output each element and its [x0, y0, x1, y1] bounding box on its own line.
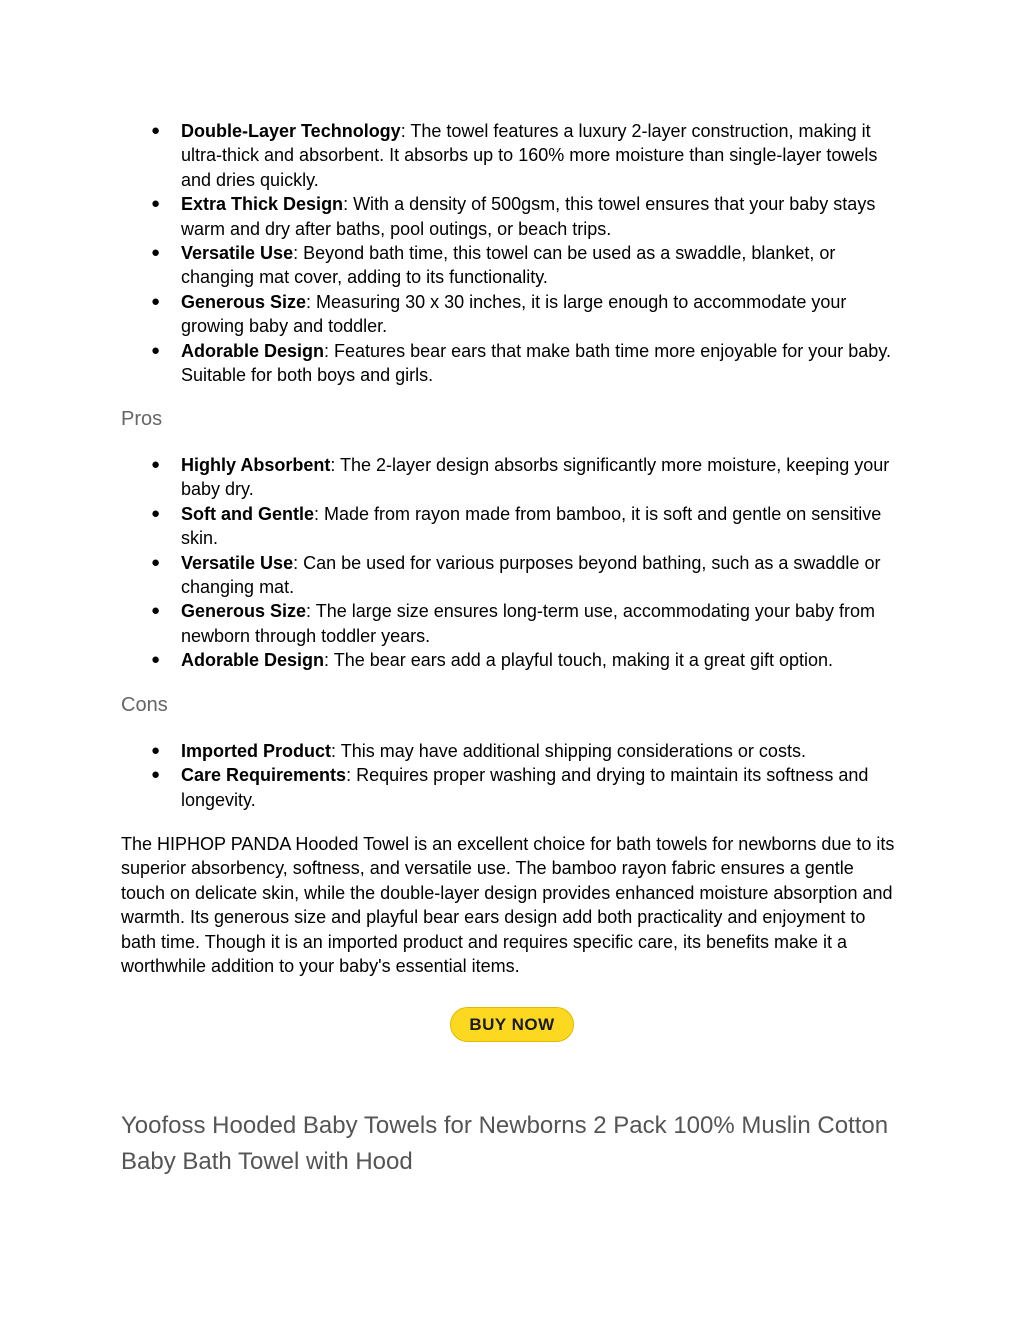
- feature-text: : Measuring 30 x 30 inches, it is large enough to accommodate your growing baby and toddler.: [181, 291, 847, 337]
- list-item: [121, 502, 901, 551]
- list-item: [121, 648, 901, 672]
- list-item: [121, 192, 901, 241]
- summary-paragraph: The HIPHOP PANDA Hooded Towel is an excellent choice for bath towels for newborns due to its superior absorbency, softness, and versatile use. The bamboo rayon fabric ensures a gentle touch on delicate skin, while the double-layer design provides enhanced moisture absorption and warmth. Its generous size and playful bear ears design add both practicality and enjoyment to bath time. Though it is an imported product and requires specific care, its benefits make it a worthwhile addition to your baby's essential items.: [121, 834, 895, 977]
- features-list: [121, 119, 901, 387]
- feature-term: Generous Size: [181, 291, 307, 312]
- pro-term: Versatile Use: [181, 552, 294, 573]
- feature-text: : The towel features a luxury 2-layer construction, making it ultra-thick and absorbent. It absorbs up to 160% more moisture than single-layer towels and dries quickly.: [181, 121, 878, 190]
- feature-term: Versatile Use: [181, 243, 294, 264]
- con-text: : Requires proper washing and drying to maintain its softness and longevity.: [181, 765, 869, 810]
- pro-term: Generous Size: [181, 601, 307, 622]
- list-item: [121, 739, 901, 763]
- pro-text: : The 2-layer design absorbs significantly more moisture, keeping your baby dry.: [181, 455, 890, 500]
- con-term: Imported Product: [181, 741, 332, 761]
- pros-heading: Pros: [121, 408, 163, 430]
- bullet-icon: ●: [151, 292, 161, 310]
- bullet-icon: ●: [151, 341, 161, 359]
- bullet-icon: ●: [151, 742, 161, 759]
- bullet-icon: ●: [151, 504, 161, 522]
- pros-list: [121, 453, 901, 673]
- pro-term: Adorable Design: [181, 650, 325, 671]
- bullet-icon: ●: [151, 602, 161, 620]
- feature-term: Double-Layer Technology: [181, 121, 401, 141]
- bullet-icon: ●: [151, 122, 161, 139]
- pro-text: : The large size ensures long-term use, accommodating your baby from newborn through toddler years.: [181, 601, 875, 646]
- list-item: [121, 453, 901, 502]
- bullet-icon: ●: [151, 195, 161, 213]
- bullet-icon: ●: [151, 766, 161, 784]
- feature-term: Adorable Design: [181, 340, 325, 361]
- feature-text: : Beyond bath time, this towel can be used as a swaddle, blanket, or changing mat cover, adding to its functionality.: [181, 243, 836, 288]
- buy-now-button[interactable]: BUY NOW: [450, 1007, 574, 1042]
- cons-list: [121, 739, 901, 812]
- feature-text: : Features bear ears that make bath time more enjoyable for your baby. Suitable for both boys and girls.: [181, 340, 891, 386]
- bullet-icon: ●: [151, 244, 161, 262]
- bullet-icon: ●: [151, 651, 161, 669]
- list-item: [121, 241, 901, 290]
- cons-heading: Cons: [121, 694, 168, 716]
- list-item: [121, 763, 901, 812]
- list-item: [121, 551, 901, 600]
- feature-term: Extra Thick Design: [181, 194, 344, 215]
- list-item: [121, 599, 901, 648]
- list-item: [121, 119, 901, 192]
- bullet-icon: ●: [151, 553, 161, 571]
- list-item: [121, 290, 901, 339]
- pro-term: Soft and Gentle: [181, 503, 315, 524]
- con-term: Care Requirements: [181, 765, 347, 786]
- pro-term: Highly Absorbent: [181, 455, 331, 475]
- pro-text: : Can be used for various purposes beyond bathing, such as a swaddle or changing mat.: [181, 552, 881, 598]
- con-text: : This may have additional shipping considerations or costs.: [331, 741, 806, 761]
- pro-text: : Made from rayon made from bamboo, it is soft and gentle on sensitive skin.: [181, 503, 882, 549]
- pro-text: : The bear ears add a playful touch, making it a great gift option.: [324, 650, 834, 671]
- bullet-icon: ●: [151, 456, 161, 473]
- next-product-title: Yoofoss Hooded Baby Towels for Newborns 2 Pack 100% Muslin Cotton Baby Bath Towel with Hood: [121, 1112, 889, 1175]
- list-item: [121, 339, 901, 388]
- feature-text: : With a density of 500gsm, this towel ensures that your baby stays warm and dry after baths, pool outings, or beach trips.: [181, 194, 876, 239]
